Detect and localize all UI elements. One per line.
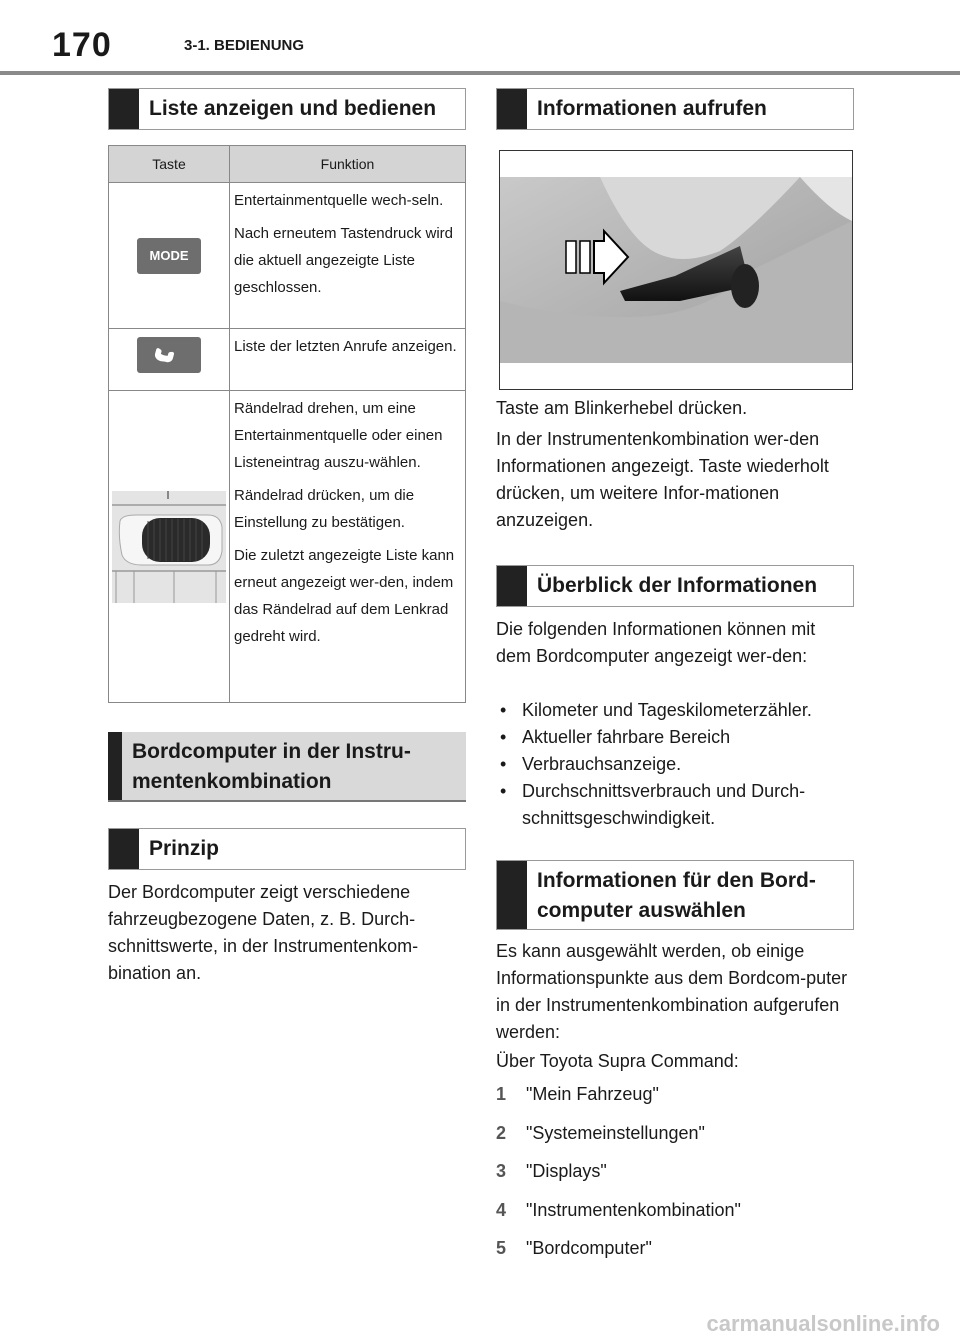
info-step-paragraph: Taste am Blinkerhebel drücken. (496, 398, 748, 418)
mode-button-icon: MODE (137, 238, 201, 274)
section-heading-select (496, 860, 854, 930)
step-number: 3 (496, 1161, 507, 1181)
chapter-title: 3-1. BEDIENUNG (184, 37, 305, 54)
phone-icon (137, 337, 201, 373)
section-heading-text: Informationen aufrufen (537, 97, 767, 120)
section-heading-text: Informationen für den Bord-computer auswählen (537, 869, 816, 922)
list-item (496, 1200, 741, 1221)
overview-list (496, 697, 854, 832)
figure-turn-signal-lever (499, 150, 853, 390)
header-divider (0, 71, 960, 75)
list-item: • Kilometer und Tageskilometerzähler. (496, 697, 854, 724)
step-number: 5 (496, 1238, 507, 1258)
function-text: Rändelrad drücken, um die Einstellung zu bestätigen. (234, 487, 415, 531)
table-row (109, 391, 466, 703)
step-label: "Bordcomputer" (526, 1238, 652, 1258)
step-number: 1 (496, 1084, 507, 1104)
section-heading-info (496, 88, 854, 130)
section-heading-list (108, 88, 466, 130)
step-label: "Displays" (526, 1161, 607, 1181)
thumbwheel-image-icon (112, 491, 226, 603)
info-description-paragraph: In der Instrumentenkombination wer-den Informationen angezeigt. Taste wiederholt drücken, um weitere Infor-mationen anzuzeigen. (496, 429, 829, 530)
section-heading-bordcomputer (108, 732, 466, 802)
list-item (496, 1084, 659, 1105)
step-label: "Instrumentenkombination" (526, 1200, 741, 1220)
section-heading-prinzip (108, 828, 466, 870)
watermark: carmanualsonline.info (706, 1311, 940, 1336)
table-row (109, 183, 466, 329)
step-label: "Systemeinstellungen" (526, 1123, 705, 1143)
overview-intro: Die folgenden Informationen können mit dem Bordcomputer angezeigt wer-den: (496, 619, 816, 666)
list-item: • Aktueller fahrbare Bereich (496, 724, 854, 751)
section-heading-text: Liste anzeigen und bedienen (149, 97, 437, 120)
via-command-text: Über Toyota Supra Command: (496, 1051, 739, 1071)
turn-signal-lever-image-icon (500, 151, 852, 389)
step-number: 4 (496, 1200, 507, 1220)
list-item: • Durchschnittsverbrauch und Durch-schnittsgeschwindigkeit. (496, 778, 854, 832)
table-header-key: Taste (109, 146, 230, 183)
principle-paragraph: Der Bordcomputer zeigt verschiedene fahrzeugbezogene Daten, z. B. Durch-schnittswerte, in der Instrumentenkom-bination an. (108, 882, 419, 983)
list-item (496, 1123, 705, 1144)
table-row (109, 329, 466, 391)
step-number: 2 (496, 1123, 507, 1143)
section-heading-text: Überblick der Informationen (537, 574, 818, 597)
section-heading-text: Prinzip (149, 837, 220, 860)
page-number: 170 (52, 26, 112, 64)
function-text: Die zuletzt angezeigte Liste kann erneut angezeigt wer-den, indem das Rändelrad auf dem Lenkrad gedreht wird. (234, 547, 455, 645)
list-item: • Verbrauchsanzeige. (496, 751, 854, 778)
select-paragraph: Es kann ausgewählt werden, ob einige Informationspunkte aus dem Bordcom-puter in der Instrumentenkombination aufgerufen werden: (496, 941, 848, 1042)
function-text: Nach erneutem Tastendruck wird die aktuell angezeigte Liste geschlossen. (234, 225, 453, 296)
function-text: Rändelrad drehen, um eine Entertainmentquelle oder einen Listeneintrag auszu-wählen. (234, 400, 443, 471)
list-item (496, 1238, 652, 1259)
step-label: "Mein Fahrzeug" (526, 1084, 659, 1104)
table-header-function: Funktion (230, 146, 466, 183)
section-heading-text: Bordcomputer in der Instru-mentenkombination (132, 740, 411, 793)
function-text: Entertainmentquelle wech-seln. (234, 192, 444, 209)
function-text: Liste der letzten Anrufe anzeigen. (234, 338, 457, 355)
list-item (496, 1161, 607, 1182)
section-heading-overview (496, 565, 854, 607)
key-function-table (108, 145, 466, 703)
